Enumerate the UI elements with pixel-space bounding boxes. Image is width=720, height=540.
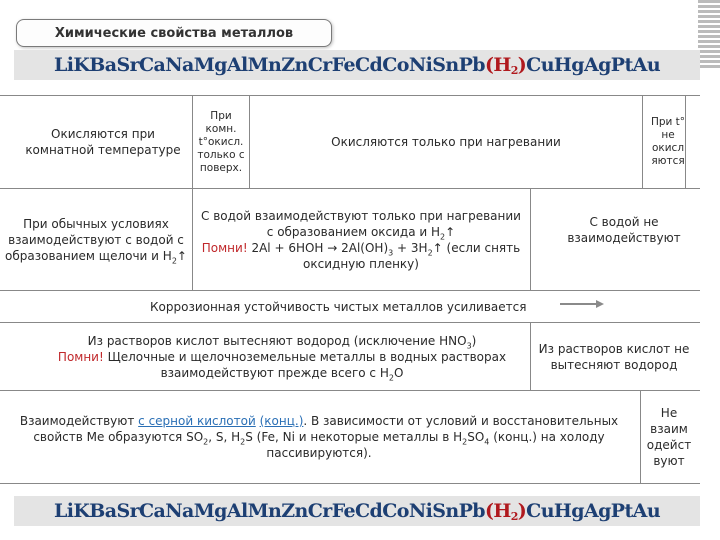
col-divider-3 <box>642 95 643 188</box>
element-symbol: Zn <box>281 500 308 522</box>
element-symbol: Ca <box>139 54 166 76</box>
element-symbol: Cr <box>307 54 332 76</box>
element-symbol: Ba <box>89 54 117 76</box>
concentrated-link[interactable]: (конц.) <box>259 414 304 428</box>
element-symbol: Cu <box>526 54 554 76</box>
element-symbol: Hg <box>553 500 584 522</box>
water-normal-conditions: При обычных условиях взаимодействуют с водой с образованием щелочи и $H_2↑$ <box>5 217 187 266</box>
col-divider-5 <box>192 188 193 290</box>
element-symbol: K <box>73 500 90 522</box>
col-divider-2 <box>249 95 250 188</box>
water-no-reaction: С водой не взаимодействуют <box>567 215 681 245</box>
col-divider-6 <box>530 188 531 290</box>
element-symbol: Sr <box>116 54 139 76</box>
element-symbol: Sn <box>432 500 459 522</box>
element-symbol: Fe <box>331 54 356 76</box>
element-symbol: Li <box>53 500 74 522</box>
element-symbol: Cu <box>526 500 554 522</box>
row-divider-1 <box>0 188 700 189</box>
element-symbol: Au <box>632 54 661 76</box>
element-symbol: Pb <box>458 500 485 522</box>
corrosion-resistance-note: Коррозионная устойчивость чистых металлов усиливается <box>150 300 527 314</box>
element-symbol: Al <box>226 54 248 76</box>
element-symbol: Al <box>226 500 248 522</box>
acids-displace-hydrogen: Из растворов кислот вытесняют водород (исключение $HNO_3$) Помни! Щелочные и щелочноземельные металлы в водных растворах взаимодействуют прежде всего с $H_2O$ <box>57 334 507 383</box>
water-on-heating: С водой взаимодействуют только при нагревании с образованием оксида и $H_2↑$ Помни! $2Al + 6HOH \to 2Al(OH)_3$ + $3H_2↑$ (если снять оксидную пленку) <box>201 209 521 271</box>
element-symbol: Pb <box>458 54 485 76</box>
sulfuric-acid-link[interactable]: с серной кислотой <box>138 414 256 428</box>
element-symbol: Au <box>632 500 661 522</box>
element-symbol: Fe <box>331 500 356 522</box>
activity-series-bottom <box>14 496 700 526</box>
acids-no-displace: Из растворов кислот не вытесняют водород <box>538 342 690 372</box>
remember-note: Помни! <box>201 241 248 255</box>
sulfuric-acid-reaction: Взаимодействуют с серной кислотой (конц.). В зависимости от условий и восстановительных свойств Me образуются $SO_2$, S, $H_2S$ (Fe, Ni и некоторые металлы в $H_2SO_4$ (конц.) на холоду пассивируются). <box>19 414 619 460</box>
remember-note: Помни! <box>57 350 104 364</box>
oxidation-none: При t° не окисл яются <box>650 116 686 167</box>
element-symbol: $(H_2)$ <box>484 499 527 523</box>
oxidation-surface-only: При комн. t°окисл. только с поверх. <box>197 109 245 174</box>
sulfuric-no-reaction: Не взаим одейст вуют <box>646 406 692 468</box>
arrow-right-icon <box>560 299 604 309</box>
element-symbol: Na <box>165 500 194 522</box>
element-symbol: Pt <box>610 54 633 76</box>
col-divider-8 <box>640 390 641 483</box>
oxidation-room-temp: Окисляются при комнатной температуре <box>25 127 181 157</box>
element-symbol: Li <box>53 54 74 76</box>
element-symbol: Mg <box>193 54 227 76</box>
element-symbol: Ag <box>583 500 611 522</box>
table-top-border <box>0 95 700 96</box>
element-symbol: Sr <box>116 500 139 522</box>
element-symbol: Na <box>165 54 194 76</box>
row-divider-4 <box>0 390 700 391</box>
element-symbol: Ag <box>583 54 611 76</box>
element-symbol: K <box>73 54 90 76</box>
table-bottom-border <box>0 483 700 484</box>
element-symbol: Mn <box>247 500 282 522</box>
element-symbol: Hg <box>553 54 584 76</box>
element-symbol: Co <box>382 54 409 76</box>
row-divider-2 <box>0 290 700 291</box>
col-divider-1 <box>192 95 193 188</box>
element-symbol: Zn <box>281 54 308 76</box>
oxidation-on-heating: Окисляются только при нагревании <box>331 135 561 149</box>
corner-decoration <box>698 0 720 70</box>
element-symbol: Cr <box>307 500 332 522</box>
element-symbol: Ni <box>408 500 433 522</box>
row-divider-3 <box>0 322 700 323</box>
element-symbol: Cd <box>355 500 383 522</box>
page-title: Химические свойства металлов <box>16 19 332 47</box>
element-symbol: Ni <box>408 54 433 76</box>
element-symbol: Pt <box>610 500 633 522</box>
element-symbol: Mg <box>193 500 227 522</box>
element-symbol: Cd <box>355 54 383 76</box>
element-symbol: Mn <box>247 54 282 76</box>
element-symbol: $(H_2)$ <box>484 53 527 77</box>
element-symbol: Co <box>382 500 409 522</box>
element-symbol: Ca <box>139 500 166 522</box>
activity-series-top <box>14 50 700 80</box>
element-symbol: Sn <box>432 54 459 76</box>
element-symbol: Ba <box>89 500 117 522</box>
col-divider-7 <box>530 322 531 390</box>
